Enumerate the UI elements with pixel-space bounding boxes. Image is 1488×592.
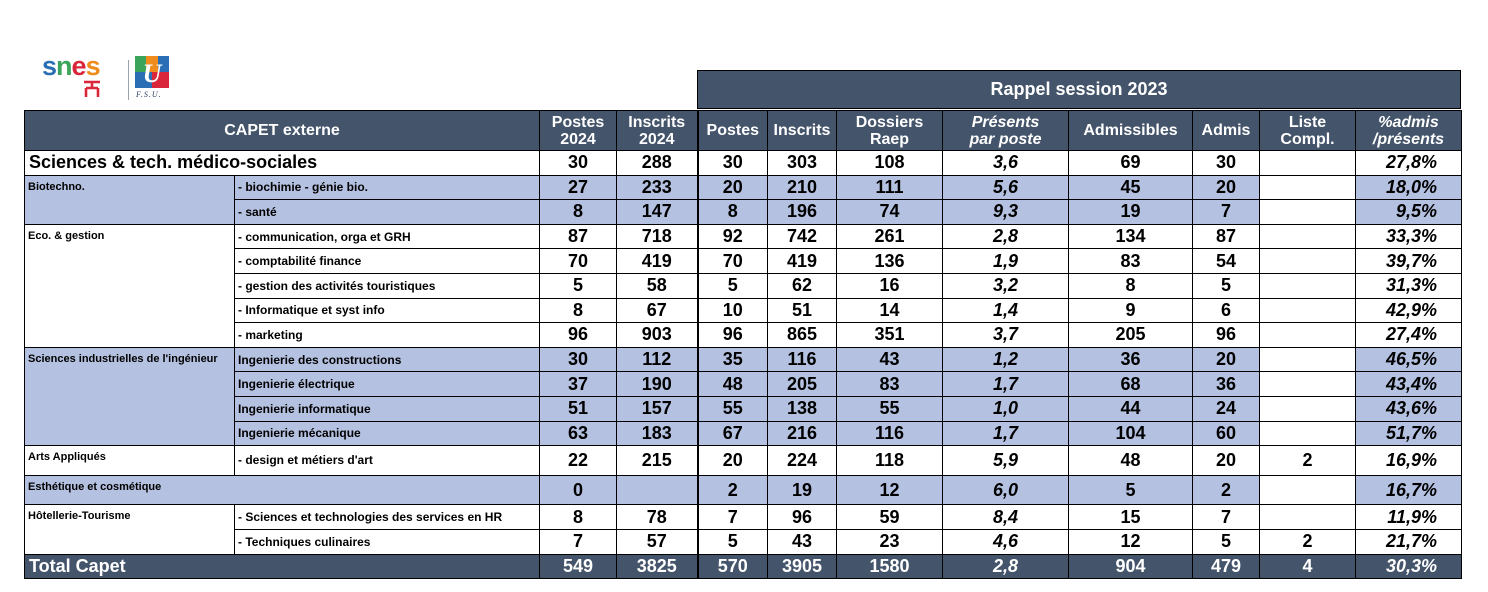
title-row [25, 151, 1462, 176]
subject-cell: - Sciences et technologies des services en HR [235, 505, 540, 530]
cell: 116 [837, 421, 943, 446]
cell: 36 [1069, 347, 1193, 372]
cell [1260, 151, 1356, 176]
cell [617, 475, 698, 505]
cell: 190 [617, 372, 698, 397]
cell: 16 [837, 273, 943, 298]
header-inscrits-2024: Inscrits 2024 [617, 111, 698, 151]
cell: 8 [540, 505, 617, 530]
cell: 87 [540, 224, 617, 249]
cell: 549 [540, 554, 617, 579]
cell: 1,4 [943, 298, 1069, 323]
table-row [25, 446, 1462, 476]
cell: 67 [617, 298, 698, 323]
cell: 419 [617, 249, 698, 274]
cell [1260, 505, 1356, 530]
subject-cell: - Techniques culinaires [235, 529, 540, 554]
cell: 35 [698, 347, 768, 372]
table-row [25, 249, 1462, 274]
cell: 27 [540, 175, 617, 200]
cell: 3,2 [943, 273, 1069, 298]
cell: 67 [698, 421, 768, 446]
cell: 48 [1069, 446, 1193, 476]
cell: 11,9% [1356, 505, 1462, 530]
cell [1260, 372, 1356, 397]
cell: 111 [837, 175, 943, 200]
cell: 18,0% [1356, 175, 1462, 200]
cell: 83 [837, 372, 943, 397]
subject-cell: Ingenierie informatique [235, 396, 540, 421]
cell: 92 [698, 224, 768, 249]
cell: 904 [1069, 554, 1193, 579]
cell: 10 [698, 298, 768, 323]
header-postes: Postes [698, 111, 768, 151]
cell: 6 [1193, 298, 1260, 323]
rappel-session-banner: Rappel session 2023 [697, 70, 1461, 109]
header-postes-2024: Postes 2024 [540, 111, 617, 151]
cell: 118 [837, 446, 943, 476]
cell: 45 [1069, 175, 1193, 200]
svg-text:U: U [142, 59, 162, 88]
cell: 16,9% [1356, 446, 1462, 476]
header-capet-externe: CAPET externe [25, 111, 540, 151]
cell: 157 [617, 396, 698, 421]
table-row [25, 421, 1462, 446]
cell: 23 [837, 529, 943, 554]
cell: 30 [540, 151, 617, 176]
cell: 9 [1069, 298, 1193, 323]
cell: 116 [768, 347, 837, 372]
cell [1260, 249, 1356, 274]
cell: 20 [698, 446, 768, 476]
cell: 2 [1260, 529, 1356, 554]
snes-fsu-logo [42, 52, 172, 104]
cell: 4,6 [943, 529, 1069, 554]
cell: 30,3% [1356, 554, 1462, 579]
cell [1260, 396, 1356, 421]
header-admis: Admis [1193, 111, 1260, 151]
cell: 55 [698, 396, 768, 421]
cell: 196 [768, 200, 837, 225]
cell: 147 [617, 200, 698, 225]
cell: 2 [698, 475, 768, 505]
subject-cell: - communication, orga et GRH [235, 224, 540, 249]
cell: 69 [1069, 151, 1193, 176]
cell: 20 [1193, 347, 1260, 372]
cell: 210 [768, 175, 837, 200]
cell: 865 [768, 323, 837, 348]
cell: 2 [1260, 446, 1356, 476]
cell: 9,3 [943, 200, 1069, 225]
cell: 27,8% [1356, 151, 1462, 176]
cell: 78 [617, 505, 698, 530]
cell: 31,3% [1356, 273, 1462, 298]
cell: 303 [768, 151, 837, 176]
cell: 44 [1069, 396, 1193, 421]
table-row [25, 200, 1462, 225]
cell: 87 [1193, 224, 1260, 249]
cell: 39,7% [1356, 249, 1462, 274]
cell: 16,7% [1356, 475, 1462, 505]
cell: 30 [698, 151, 768, 176]
cell: 134 [1069, 224, 1193, 249]
cell: 20 [1193, 175, 1260, 200]
subject-cell: - design et métiers d'art [235, 446, 540, 476]
cell: 51 [768, 298, 837, 323]
cell: 74 [837, 200, 943, 225]
table-row [25, 323, 1462, 348]
cell: 261 [837, 224, 943, 249]
cell: 136 [837, 249, 943, 274]
subject-cell: - biochimie - génie bio. [235, 175, 540, 200]
subject-cell: - gestion des activités touristiques [235, 273, 540, 298]
cell: 205 [1069, 323, 1193, 348]
cell: 5 [1193, 529, 1260, 554]
cell: 51 [540, 396, 617, 421]
table-row [25, 347, 1462, 372]
cell: 215 [617, 446, 698, 476]
cell: 3905 [768, 554, 837, 579]
table-row [25, 372, 1462, 397]
cell: 2 [1193, 475, 1260, 505]
cell: 718 [617, 224, 698, 249]
cell: 7 [698, 505, 768, 530]
cell: 43,4% [1356, 372, 1462, 397]
cell: 54 [1193, 249, 1260, 274]
cell: 8 [698, 200, 768, 225]
cell: 5 [698, 273, 768, 298]
cell [1260, 273, 1356, 298]
cell: 3825 [617, 554, 698, 579]
fsu-label: F.S.U. [136, 90, 162, 99]
cell: 108 [837, 151, 943, 176]
cell: 60 [1193, 421, 1260, 446]
cell: 205 [768, 372, 837, 397]
cell: 7 [1193, 200, 1260, 225]
cell: 70 [540, 249, 617, 274]
cell: 20 [1193, 446, 1260, 476]
category-cell: Hôtellerie-Tourisme [25, 505, 235, 554]
cell: 70 [698, 249, 768, 274]
header-presents-par-poste: Présents par poste [943, 111, 1069, 151]
subject-cell: - santé [235, 200, 540, 225]
cell: 351 [837, 323, 943, 348]
cell: 33,3% [1356, 224, 1462, 249]
title-row-label: Sciences & tech. médico-sociales [25, 151, 540, 176]
cell: 5,6 [943, 175, 1069, 200]
cell: 12 [1069, 529, 1193, 554]
cell [1260, 200, 1356, 225]
cell: 3,6 [943, 151, 1069, 176]
table-row [25, 175, 1462, 200]
cell: 43,6% [1356, 396, 1462, 421]
cell [1260, 421, 1356, 446]
header-liste-compl: Liste Compl. [1260, 111, 1356, 151]
subject-cell: - comptabilité finance [235, 249, 540, 274]
cell: 2,8 [943, 554, 1069, 579]
subject-cell: Ingenierie mécanique [235, 421, 540, 446]
category-cell: Eco. & gestion [25, 224, 235, 347]
cell: 19 [1069, 200, 1193, 225]
capet-results-table [24, 110, 1462, 579]
cell: 12 [837, 475, 943, 505]
cell: 5 [1069, 475, 1193, 505]
cell: 288 [617, 151, 698, 176]
cell: 42,9% [1356, 298, 1462, 323]
table-row [25, 298, 1462, 323]
table-row [25, 505, 1462, 530]
cell: 46,5% [1356, 347, 1462, 372]
fsu-union-icon [135, 56, 169, 88]
category-cell: Esthétique et cosmétique [25, 475, 540, 505]
table-row [25, 396, 1462, 421]
cell: 1,0 [943, 396, 1069, 421]
table-row [25, 475, 1462, 505]
cell: 1,9 [943, 249, 1069, 274]
cell: 233 [617, 175, 698, 200]
cell: 63 [540, 421, 617, 446]
cell: 37 [540, 372, 617, 397]
cell: 479 [1193, 554, 1260, 579]
cell: 8 [540, 298, 617, 323]
cell: 27,4% [1356, 323, 1462, 348]
cell: 96 [1193, 323, 1260, 348]
cell: 96 [698, 323, 768, 348]
cell: 51,7% [1356, 421, 1462, 446]
category-cell: Arts Appliqués [25, 446, 235, 476]
header-dossiers-raep: Dossiers Raep [837, 111, 943, 151]
header-inscrits: Inscrits [768, 111, 837, 151]
cell: 20 [698, 175, 768, 200]
cell: 19 [768, 475, 837, 505]
cell: 21,7% [1356, 529, 1462, 554]
cell: 7 [540, 529, 617, 554]
category-cell: Biotechno. [25, 175, 235, 224]
cell: 570 [698, 554, 768, 579]
cell [1260, 224, 1356, 249]
cell: 183 [617, 421, 698, 446]
cell: 22 [540, 446, 617, 476]
total-label: Total Capet [25, 554, 540, 579]
cell: 5,9 [943, 446, 1069, 476]
cell: 24 [1193, 396, 1260, 421]
snes-wordmark: snes [42, 51, 100, 81]
cell: 36 [1193, 372, 1260, 397]
total-row [25, 554, 1462, 579]
cell: 96 [768, 505, 837, 530]
cell: 0 [540, 475, 617, 505]
cell: 68 [1069, 372, 1193, 397]
cell: 7 [1193, 505, 1260, 530]
cell: 1,7 [943, 372, 1069, 397]
subject-cell: - Informatique et syst info [235, 298, 540, 323]
cell: 112 [617, 347, 698, 372]
cell: 43 [837, 347, 943, 372]
cell: 9,5% [1356, 200, 1462, 225]
cell: 6,0 [943, 475, 1069, 505]
header-admissibles: Admissibles [1069, 111, 1193, 151]
cell [1260, 347, 1356, 372]
cell: 1580 [837, 554, 943, 579]
cell: 59 [837, 505, 943, 530]
cell: 216 [768, 421, 837, 446]
cell [1260, 298, 1356, 323]
cell: 8 [1069, 273, 1193, 298]
cell: 55 [837, 396, 943, 421]
cell: 903 [617, 323, 698, 348]
cell: 5 [1193, 273, 1260, 298]
cell: 30 [1193, 151, 1260, 176]
cell: 58 [617, 273, 698, 298]
cell: 43 [768, 529, 837, 554]
logo-separator [128, 60, 129, 100]
subject-cell: Ingenierie des constructions [235, 347, 540, 372]
table-row [25, 529, 1462, 554]
cell: 5 [540, 273, 617, 298]
category-cell: Sciences industrielles de l'ingénieur [25, 347, 235, 445]
cell: 419 [768, 249, 837, 274]
subject-cell: - marketing [235, 323, 540, 348]
subject-cell: Ingenierie électrique [235, 372, 540, 397]
cell: 1,2 [943, 347, 1069, 372]
cell: 742 [768, 224, 837, 249]
table-row [25, 224, 1462, 249]
cell: 5 [698, 529, 768, 554]
table-row [25, 273, 1462, 298]
cell [1260, 323, 1356, 348]
cell: 4 [1260, 554, 1356, 579]
cell: 57 [617, 529, 698, 554]
header-row [25, 111, 1462, 151]
cell: 104 [1069, 421, 1193, 446]
cell [1260, 175, 1356, 200]
cell: 96 [540, 323, 617, 348]
cell: 83 [1069, 249, 1193, 274]
cell: 14 [837, 298, 943, 323]
cell: 2,8 [943, 224, 1069, 249]
person-figure-icon [82, 78, 102, 98]
cell: 30 [540, 347, 617, 372]
cell: 15 [1069, 505, 1193, 530]
cell: 8,4 [943, 505, 1069, 530]
cell [1260, 475, 1356, 505]
cell: 3,7 [943, 323, 1069, 348]
header-pct-admis-presents: %admis /présents [1356, 111, 1462, 151]
cell: 138 [768, 396, 837, 421]
cell: 1,7 [943, 421, 1069, 446]
cell: 8 [540, 200, 617, 225]
cell: 48 [698, 372, 768, 397]
cell: 62 [768, 273, 837, 298]
cell: 224 [768, 446, 837, 476]
